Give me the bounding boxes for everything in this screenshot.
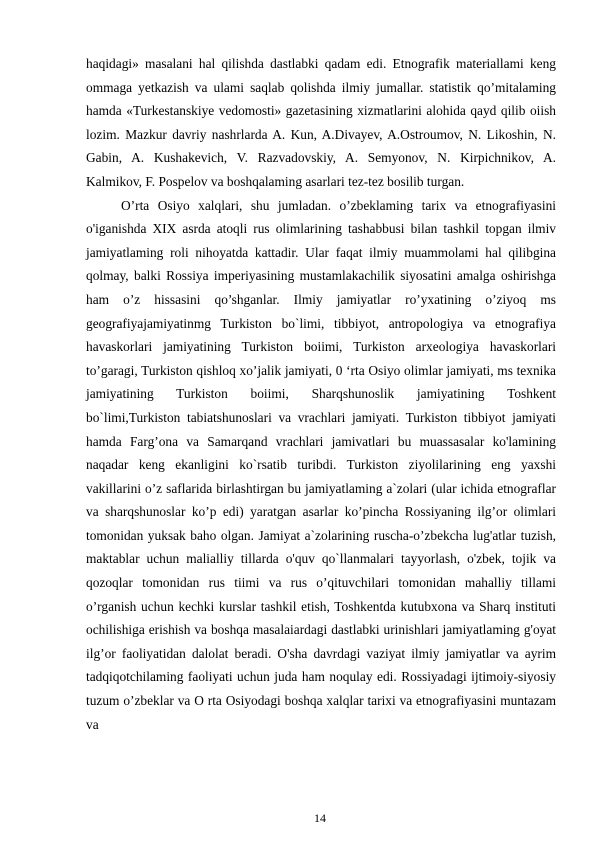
- paragraph-2: O’rta Osiyo xalqlari, shu jumladan. o’zbeklaming tarix va etnografiyasini o'iganishda XIX asrda atoqli rus olimlarining tashabbusi bilan tashkil topgan ilmiv jamiyatlaming roli nihoyatda kattadir. Ular faqat ilmiy muammolami hal qilibgina qolmay, balki Rossiya imperiyasining mustamlakachilik siyosatini amalga oshirishga ham o’z hissasini qo’shganlar. Ilmiy jamiyatlar ro’yxatining o’ziyoq ms geografiyajamiyatinmg Turkiston bo`limi, tibbiyot, antropologiya va etnografiya havaskorlari jamiyatining Turkiston boiimi, Turkiston arxeologiya havaskorlari to’garagi, Turkiston qishloq xo’jalik jamiyati, 0 ‘rta Osiyo olimlar jamiyati, ms texnika jamiyatining Turkiston boiimi, Sharqshunoslik jamiyatining Toshkent bo`limi,Turkiston tabiatshunoslari va vrachlari jamiyati. Turkiston tibbiyot jamiyati hamda Farg’ona va Samarqand vrachlari jamivatlari bu muassasalar ko'lamining naqadar keng ekanligini ko`rsatib turibdi. Turkiston ziyolilarining eng yaxshi vakillarini o’z saflarida birlashtirgan bu jamiyatlaming a`zolari (ular ichida etnograflar va sharqshunoslar ko’p edi) yaratgan asarlar ko’pincha Rossiyaning ilg’or olimlari tomonidan yuksak baho olgan. Jamiyat a`zolarining ruscha-o’zbekcha lug'atlar tuzish, maktablar uchun malialliy tillarda o'quv qo`llanmalari tayyorlash, o'zbek, tojik va qozoqlar tomonidan rus tiimi va rus o’qituvchilari tomonidan mahalliy tillami o’rganish uchun kechki kurslar tashkil etish, Toshkentda kutubxona va Sharq instituti ochilishiga erishish va boshqa masalaiardagi dastlabki urinishlari jamiyatlaming g'oyat ilg’or faoliyatidan dalolat beradi. O'sha davrdagi vaziyat ilmiy jamiyatlar va ayrim tadqiqotchilaming faoliyati uchun juda ham noqulay edi. Rossiyadagi ijtimoiy-siyosiy tuzum o’zbeklar va O rta Osiyodagi boshqa xalqlar tarixi va etnografiyasini muntazam va: [86, 197, 556, 732]
- document-body: [86, 52, 556, 736]
- paragraph-1: haqidagi» masalani hal qilishda dastlabki qadam edi. Etnografik materiallami keng ommaga yetkazish va ulami saqlab qolishda ilmiy jumallar. statistik qo’mitalaming hamda «Turkestanskiye vedomosti» gazetasining xizmatlarini alohida qayd qilib oiish lozim. Mazkur davriy nashrlarda A. Kun, A.Divayev, A.Ostroumov, N. Likoshin, N. Gabin, A. Kushakevich, V. Razvadovskiy, A. Semyonov, N. Kirpichnikov, A. Kalmikov, F. Pospelov va boshqalaming asarlari tez-tez bosilib turgan.: [86, 56, 556, 189]
- page-number: 14: [314, 811, 326, 825]
